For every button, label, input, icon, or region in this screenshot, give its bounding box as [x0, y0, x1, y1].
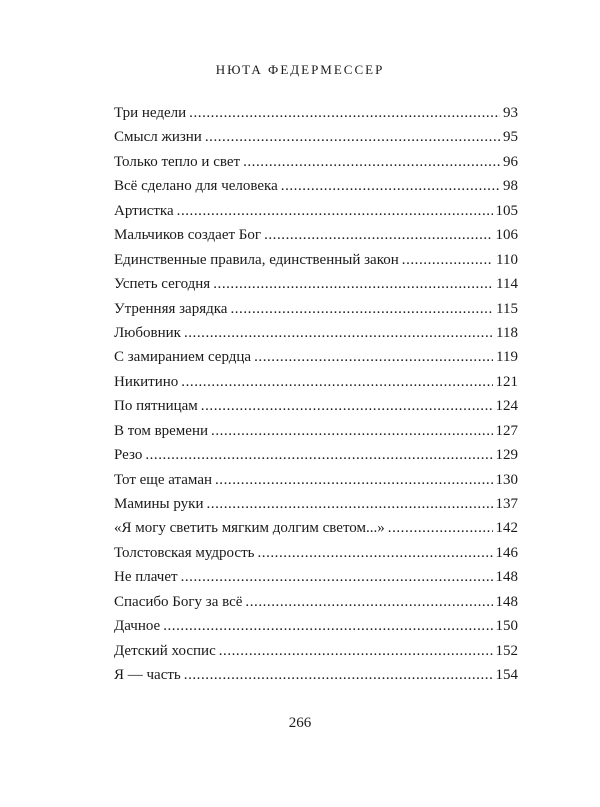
toc-entry-page: 118	[496, 324, 518, 341]
toc-entry-page: 119	[496, 349, 518, 366]
toc-entry	[114, 443, 518, 467]
dot-leader	[215, 468, 493, 492]
toc-entry-page: 110	[496, 251, 518, 268]
toc-entry	[114, 297, 518, 321]
toc-entry-page: 98	[503, 178, 518, 195]
toc-entry-title: Артистка	[114, 202, 174, 219]
toc-entry-title: Любовник	[114, 324, 181, 341]
running-head: НЮТА ФЕДЕРМЕССЕР	[215, 62, 385, 77]
dot-leader	[145, 443, 492, 467]
toc-entry	[114, 370, 518, 394]
toc-entry	[114, 321, 518, 345]
toc-entry-title: «Я могу светить мягким долгим светом...»	[114, 520, 385, 537]
toc-entry-title: Детский хоспис	[114, 642, 216, 659]
toc-entry-title: Утренняя зарядка	[114, 300, 228, 317]
toc-entry-title: Толстовская мудрость	[114, 544, 255, 561]
toc-entry-title: Всё сделано для человека	[114, 178, 278, 195]
toc-entry	[114, 614, 518, 638]
dot-leader	[177, 199, 493, 223]
toc-entry-title: Тот еще атаман	[114, 471, 212, 488]
toc-entry-title: Единственные правила, единственный закон	[114, 251, 399, 268]
toc-entry-page: 148	[495, 593, 518, 610]
toc-entry-title: Не плачет	[114, 569, 178, 586]
toc-entry-page: 93	[503, 105, 518, 121]
toc-entry	[114, 199, 518, 223]
toc-entry	[114, 541, 518, 565]
toc-entry-page: 95	[503, 129, 518, 146]
toc-entry	[114, 394, 518, 418]
toc-entry-page: 105	[495, 202, 518, 219]
toc-entry-title: Мальчиков создает Бог	[114, 227, 262, 244]
toc-entry-page: 137	[495, 496, 518, 512]
dot-leader	[163, 614, 492, 638]
toc-entry-page: 152	[495, 642, 518, 659]
dot-leader	[181, 370, 492, 394]
toc-entry	[114, 174, 518, 198]
dot-leader	[207, 492, 493, 516]
toc-entry-page: 150	[495, 618, 518, 635]
toc-entry-page: 129	[495, 447, 518, 464]
toc-entry-title: Никитино	[114, 373, 179, 390]
toc-entry-page: 127	[495, 422, 518, 439]
page-number: 266	[288, 715, 312, 731]
toc-entry	[114, 419, 518, 443]
toc-entry	[114, 125, 518, 149]
toc-entry-title: Я — часть	[114, 667, 181, 684]
toc-entry	[114, 663, 518, 687]
dot-leader	[205, 125, 500, 149]
dot-leader	[181, 565, 493, 589]
dot-leader	[219, 639, 493, 663]
dot-leader	[243, 150, 500, 174]
toc-entry	[114, 248, 518, 272]
toc-entry-title: Резо	[114, 447, 143, 464]
toc-entry-title: Только тепло и свет	[114, 153, 241, 170]
toc-entry-title: Спасибо Богу за всё	[114, 593, 243, 610]
toc-entry	[114, 101, 518, 125]
toc-entry	[114, 639, 518, 663]
toc-entry-title: Три недели	[114, 105, 187, 121]
dot-leader	[211, 419, 492, 443]
toc-entry-page: 154	[495, 667, 518, 684]
toc-entry-page: 146	[495, 544, 518, 561]
toc-entry	[114, 468, 518, 492]
toc-entry-page: 124	[495, 398, 518, 415]
dot-leader	[245, 590, 492, 614]
toc-entry	[114, 345, 518, 369]
toc-entry-title: В том времени	[114, 422, 209, 439]
toc-entry	[114, 492, 518, 516]
toc-entry-title: С замиранием сердца	[114, 349, 252, 366]
dot-leader	[264, 223, 492, 247]
toc-entry	[114, 223, 518, 247]
toc-entry	[114, 516, 518, 540]
toc-entry-page: 121	[495, 373, 518, 390]
toc-entry-title: Мамины руки	[114, 496, 204, 512]
dot-leader	[388, 516, 493, 540]
toc-entry-page: 106	[495, 227, 518, 244]
toc-entry-title: Успеть сегодня	[114, 276, 211, 293]
dot-leader	[402, 248, 493, 272]
dot-leader	[254, 345, 493, 369]
dot-leader	[257, 541, 492, 565]
toc-entry	[114, 272, 518, 296]
toc-entry-page: 114	[496, 276, 518, 293]
toc-entry-page: 96	[503, 153, 518, 170]
dot-leader	[213, 272, 493, 296]
dot-leader	[201, 394, 493, 418]
toc-entry-title: Дачное	[114, 618, 161, 635]
dot-leader	[230, 297, 493, 321]
toc-entry	[114, 590, 518, 614]
toc-entry	[114, 565, 518, 589]
dot-leader	[184, 663, 493, 687]
toc-entry-title: По пятницам	[114, 398, 198, 415]
toc-entry-page: 130	[495, 471, 518, 488]
toc-entry	[114, 150, 518, 174]
dot-leader	[189, 101, 500, 125]
toc-entry-page: 115	[496, 300, 518, 317]
toc-entry-page: 148	[495, 569, 518, 586]
dot-leader	[281, 174, 500, 198]
table-of-contents	[114, 101, 518, 688]
toc-entry-title: Смысл жизни	[114, 129, 202, 146]
toc-entry-page: 142	[495, 520, 518, 537]
dot-leader	[184, 321, 493, 345]
